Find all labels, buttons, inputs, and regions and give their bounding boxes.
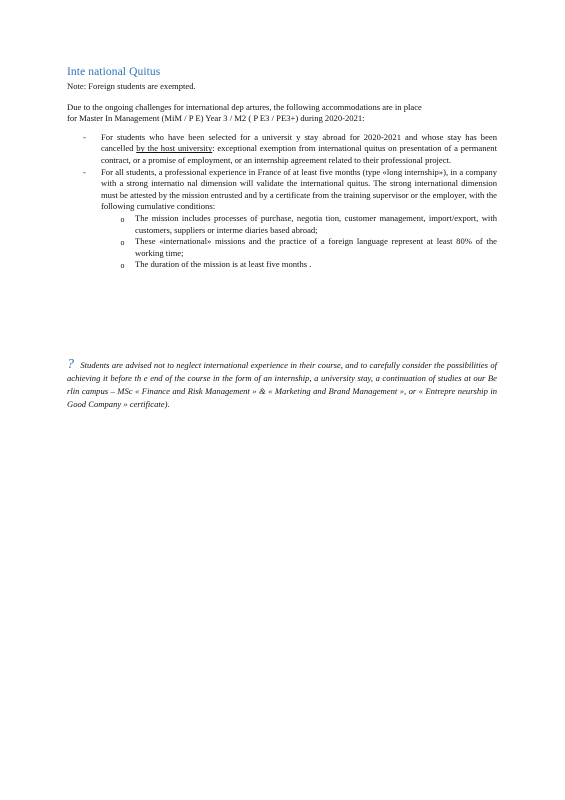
conditions-list: [67, 213, 497, 271]
circle-bullet-icon: o: [120, 261, 125, 271]
condition-item: [67, 213, 497, 236]
circle-bullet-icon: o: [120, 214, 125, 224]
list-item-professional-experience: [67, 167, 497, 213]
condition-text: These «international» missions and the practice of a foreign language represent at least 80% of the working time;: [135, 236, 497, 258]
section-heading: Inte national Quitus: [67, 66, 161, 78]
list-item-text: : exceptional exemption from international quitus on presentation of a permanent contract, or a promise of employment, or an internship agreement related to their professional project.: [101, 143, 497, 165]
document-body: [67, 66, 497, 271]
circle-bullet-icon: o: [120, 238, 125, 248]
advice-paragraph: [67, 358, 497, 411]
advice-text: Students are advised not to neglect international experience in their course, and to carefully consider the possibilities of achieving it before th e end of the course in the form of an internship, a university stay, a continuation of studies at our Be rlin campus – MSc « Finance and Risk Management » & « Marketing and Brand Management », or « Entrepre neurship in Good Company » certificate).: [67, 360, 498, 409]
intro-line-2: for Master In Management (MiM / P E) Year 3 / M2 ( P E3 / PE3+) during 2020-2021:: [67, 113, 365, 124]
underlined-text: by the host university: [136, 143, 213, 154]
dash-marker: -: [83, 166, 86, 177]
condition-text: The duration of the mission is at least five months .: [135, 259, 312, 270]
condition-item: [67, 236, 497, 259]
intro-line-1: Due to the ongoing challenges for international dep artures, the following accommodations are in place: [67, 101, 422, 112]
condition-item: [67, 259, 497, 271]
list-item-text: For students who have been selected for a universit y stay abroad for 2020-2021 and whose stay has been cancelled: [101, 131, 497, 154]
list-item-cancelled-stay: [67, 132, 497, 167]
list-item-text: For all students, a professional experience in France of at least five months (type «long internship»), in a company with a strong internatio nal dimension will validate the international quitus. The strong international dimension must be attested by the mission entrusted and by a certificate from the training supervisor or the employer, with the following cumulative conditions:: [101, 166, 497, 212]
condition-text: The mission includes processes of purchase, negotia tion, customer management, import/export, with customers, suppliers or interme diaries based abroad;: [135, 212, 497, 235]
dash-marker: -: [83, 131, 86, 142]
question-mark-icon: ?: [67, 357, 74, 372]
note-text: Note: Foreign students are exempted.: [67, 81, 196, 91]
